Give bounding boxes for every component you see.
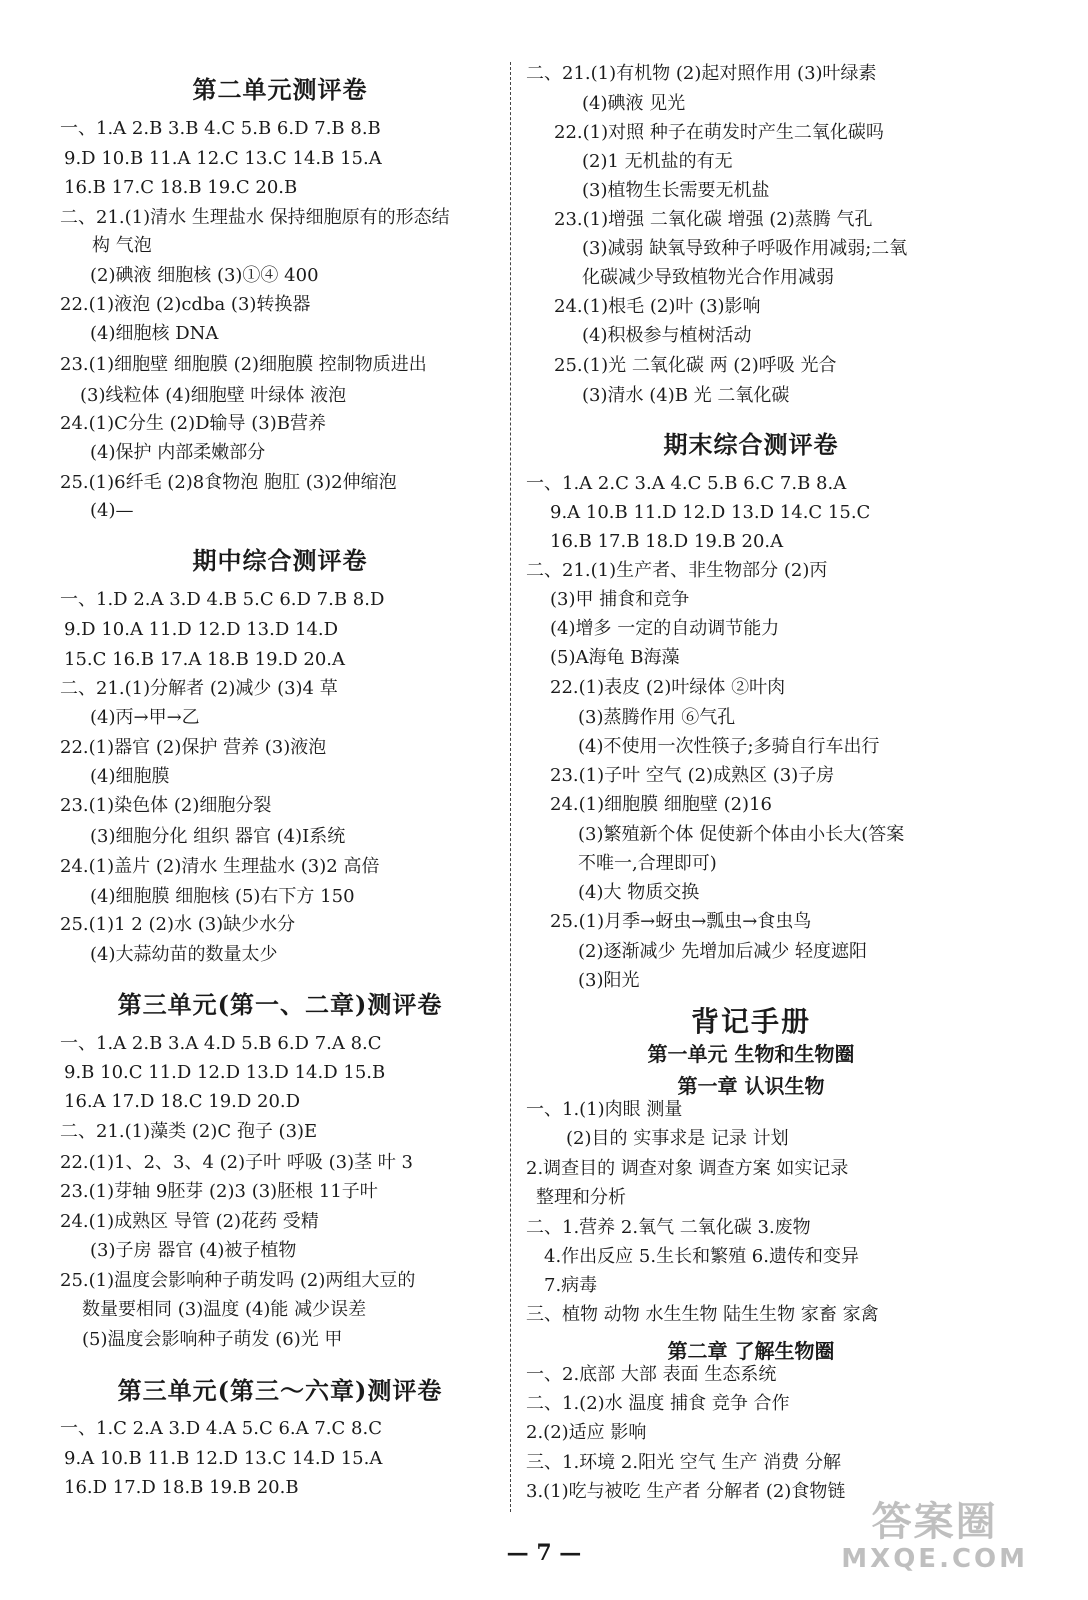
answer-line: 二、21.(1)生产者、非生物部分 (2)丙	[526, 560, 828, 581]
answer-line: 2.调查目的 调查对象 调查方案 如实记录	[526, 1158, 849, 1179]
answer-line: (4)保护 内部柔嫩部分	[90, 442, 266, 463]
answer-line: (4)细胞膜	[90, 766, 170, 787]
answer-line: 一、1.A 2.B 3.B 4.C 5.B 6.D 7.B 8.B	[60, 118, 381, 139]
answer-line: 一、1.D 2.A 3.D 4.B 5.C 6.D 7.B 8.D	[60, 589, 385, 610]
answer-line: 22.(1)器官 (2)保护 营养 (3)液泡	[60, 737, 327, 758]
answer-line: (2)目的 实事求是 记录 计划	[566, 1128, 789, 1149]
answer-line: (4)碘液 见光	[582, 93, 686, 114]
answer-line: (4)细胞核 DNA	[90, 323, 219, 344]
answer-line: (3)甲 捕食和竞争	[550, 589, 690, 610]
answer-line: (3)子房 器官 (4)被子植物	[90, 1240, 297, 1261]
section-title: 第一章 认识生物	[677, 1074, 825, 1098]
answer-line: (4)积极参与植树活动	[582, 325, 752, 346]
answer-line: 24.(1)根毛 (2)叶 (3)影响	[554, 296, 761, 317]
answer-line: 24.(1)盖片 (2)清水 生理盐水 (3)2 高倍	[60, 856, 380, 877]
answer-line: (4)不使用一次性筷子;多骑自行车出行	[578, 736, 880, 757]
answer-line: 9.B 10.C 11.D 12.D 13.D 14.D 15.B	[64, 1062, 386, 1083]
answer-line: 23.(1)子叶 空气 (2)成熟区 (3)子房	[550, 765, 835, 786]
answer-line: 一、1.A 2.C 3.A 4.C 5.B 6.C 7.B 8.A	[526, 473, 847, 494]
answer-line: 25.(1)光 二氧化碳 两 (2)呼吸 光合	[554, 355, 837, 376]
section-title: 背记手册	[690, 1005, 811, 1038]
answer-line: 25.(1)温度会影响种子萌发吗 (2)两组大豆的	[60, 1270, 416, 1291]
answer-line: (2)碘液 细胞核 (3)①④ 400	[90, 265, 319, 286]
section-title: 第二单元测评卷	[192, 75, 368, 104]
answer-line: 22.(1)1、2、3、4 (2)子叶 呼吸 (3)茎 叶 3	[60, 1152, 413, 1173]
answer-line: (4)丙→甲→乙	[90, 707, 200, 728]
answer-line: 2.(2)适应 影响	[526, 1422, 647, 1443]
answer-line: 24.(1)C分生 (2)D输导 (3)B营养	[60, 413, 326, 434]
answer-line: 9.A 10.B 11.B 12.D 13.C 14.D 15.A	[64, 1448, 383, 1469]
answer-line: 16.A 17.D 18.C 19.D 20.D	[64, 1091, 301, 1112]
section-title: 期末综合测评卷	[663, 430, 839, 459]
answer-line: 数量要相同 (3)温度 (4)能 减少误差	[82, 1299, 367, 1320]
answer-line: 23.(1)芽轴 9胚芽 (2)3 (3)胚根 11子叶	[60, 1181, 378, 1202]
answer-line: 二、21.(1)分解者 (2)减少 (3)4 草	[60, 678, 338, 699]
answer-line: 二、21.(1)藻类 (2)C 孢子 (3)E	[60, 1121, 318, 1142]
answer-line: (2)逐渐减少 先增加后减少 轻度遮阳	[578, 941, 867, 962]
answer-line: (3)细胞分化 组织 器官 (4)Ⅰ系统	[90, 826, 346, 847]
answer-line: 3.(1)吃与被吃 生产者 分解者 (2)食物链	[526, 1481, 846, 1502]
answer-line: 16.D 17.D 18.B 19.B 20.B	[64, 1477, 299, 1498]
answer-line: 24.(1)成熟区 导管 (2)花药 受精	[60, 1211, 319, 1232]
answer-line: 24.(1)细胞膜 细胞壁 (2)16	[550, 794, 772, 815]
answer-line: (3)阳光	[578, 970, 640, 991]
answer-line: (3)植物生长需要无机盐	[582, 180, 770, 201]
answer-line: 9.D 10.B 11.A 12.C 13.C 14.B 15.A	[64, 148, 382, 169]
answer-line: 一、1.C 2.A 3.D 4.A 5.C 6.A 7.C 8.C	[60, 1418, 382, 1439]
answer-line: 25.(1)6纤毛 (2)8食物泡 胞肛 (3)2伸缩泡	[60, 472, 397, 493]
answer-line: (4)—	[90, 500, 134, 521]
answer-line: (3)线粒体 (4)细胞壁 叶绿体 液泡	[80, 385, 347, 406]
answer-line: 7.病毒	[544, 1275, 598, 1296]
answer-line: 三、1.环境 2.阳光 空气 生产 消费 分解	[526, 1452, 841, 1473]
section-title: 第一单元 生物和生物圈	[647, 1042, 855, 1066]
answer-line: 整理和分析	[536, 1187, 626, 1208]
answer-line: 二、1.(2)水 温度 捕食 竞争 合作	[526, 1393, 790, 1414]
answer-line: (3)繁殖新个体 促使新个体由小长大(答案	[578, 824, 905, 845]
section-title: 期中综合测评卷	[192, 546, 368, 575]
answer-line: 16.B 17.B 18.D 19.B 20.A	[550, 531, 784, 552]
answer-line: 二、1.营养 2.氧气 二氧化碳 3.废物	[526, 1217, 811, 1238]
section-title: 第三单元(第一、二章)测评卷	[117, 990, 443, 1019]
watermark-logo	[841, 1500, 1028, 1574]
column-divider	[510, 62, 511, 1512]
answer-line: 一、2.底部 大部 表面 生态系统	[526, 1364, 777, 1385]
answer-line: 构 气泡	[92, 235, 152, 256]
answer-line: 不唯一,合理即可)	[578, 853, 717, 874]
answer-line: 22.(1)对照 种子在萌发时产生二氧化碳吗	[554, 122, 884, 143]
watermark-url: MXQE.COM	[841, 1544, 1028, 1574]
answer-line: (3)减弱 缺氧导致种子呼吸作用减弱;二氧	[582, 238, 908, 259]
answer-line: (4)大蒜幼苗的数量太少	[90, 944, 278, 965]
answer-line: 25.(1)月季→蚜虫→瓢虫→食虫鸟	[550, 911, 812, 932]
answer-line: 9.A 10.B 11.D 12.D 13.D 14.C 15.C	[550, 502, 871, 523]
answer-line: 9.D 10.A 11.D 12.D 13.D 14.D	[64, 619, 339, 640]
answer-line: 25.(1)1 2 (2)水 (3)缺少水分	[60, 914, 296, 935]
section-title: 第二章 了解生物圈	[667, 1339, 835, 1363]
answer-line: 4.作出反应 5.生长和繁殖 6.遗传和变异	[544, 1246, 859, 1267]
page-number: — 7 —	[506, 1540, 582, 1566]
answer-line: 15.C 16.B 17.A 18.B 19.D 20.A	[64, 649, 346, 670]
answer-line: (4)细胞膜 细胞核 (5)右下方 150	[90, 886, 355, 907]
answer-line: 22.(1)液泡 (2)cdba (3)转换器	[60, 294, 311, 315]
answer-line: 三、植物 动物 水生生物 陆生生物 家畜 家禽	[526, 1304, 879, 1325]
answer-line: (3)清水 (4)B 光 二氧化碳	[582, 385, 790, 406]
answer-line: 23.(1)细胞壁 细胞膜 (2)细胞膜 控制物质进出	[60, 354, 427, 375]
answer-line: 一、1.A 2.B 3.A 4.D 5.B 6.D 7.A 8.C	[60, 1033, 382, 1054]
answer-line: 23.(1)增强 二氧化碳 增强 (2)蒸腾 气孔	[554, 209, 873, 230]
answer-line: (4)大 物质交换	[578, 882, 700, 903]
answer-line: 化碳减少导致植物光合作用减弱	[582, 267, 834, 288]
answer-line: 二、21.(1)清水 生理盐水 保持细胞原有的形态结	[60, 207, 450, 228]
answer-line: (2)1 无机盐的有无	[582, 151, 733, 172]
answer-line: 二、21.(1)有机物 (2)起对照作用 (3)叶绿素	[526, 63, 877, 84]
answer-line: (3)蒸腾作用 ⑥气孔	[578, 707, 736, 728]
answer-line: 23.(1)染色体 (2)细胞分裂	[60, 795, 272, 816]
answer-line: 22.(1)表皮 (2)叶绿体 ②叶肉	[550, 677, 786, 698]
answer-line: 16.B 17.C 18.B 19.C 20.B	[64, 177, 298, 198]
section-title: 第三单元(第三～六章)测评卷	[117, 1376, 443, 1405]
answer-line: (5)A海龟 B海藻	[550, 647, 680, 668]
watermark-title: 答案圈	[871, 1498, 998, 1545]
answer-line: 一、1.(1)肉眼 测量	[526, 1099, 683, 1120]
answer-line: (4)增多 一定的自动调节能力	[550, 618, 780, 639]
answer-line: (5)温度会影响种子萌发 (6)光 甲	[82, 1329, 343, 1350]
